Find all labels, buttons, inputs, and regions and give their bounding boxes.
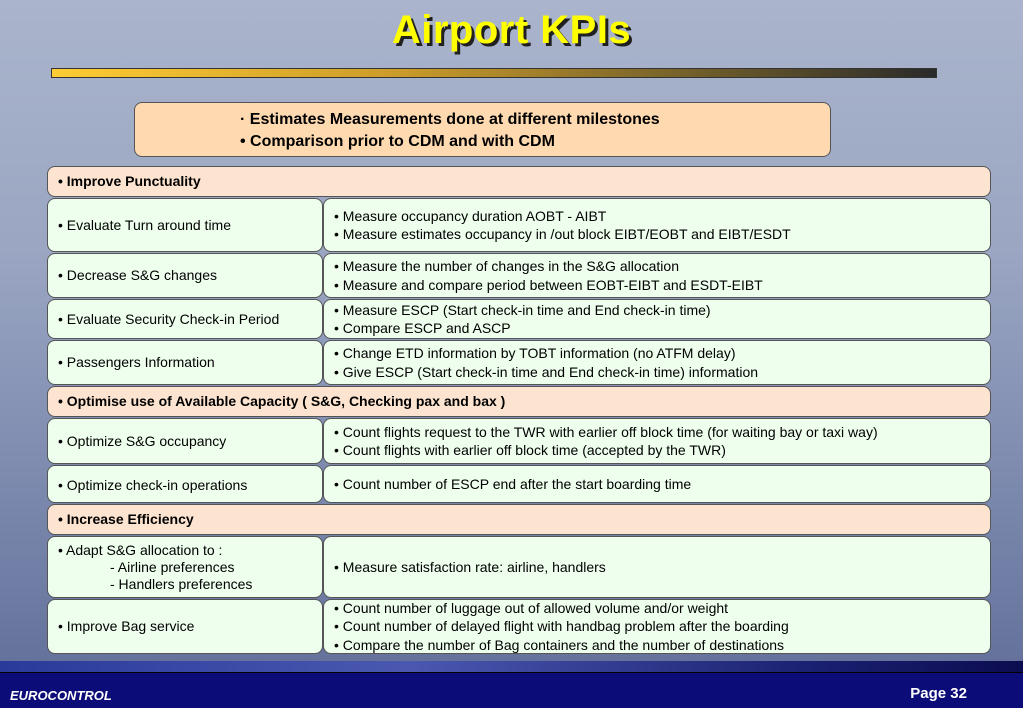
section-header-efficiency (47, 504, 991, 535)
section-header-punctuality (47, 166, 991, 197)
kpi-right-text: • Measure the number of changes in the S&G allocation (334, 258, 679, 274)
kpi-right-text: • Count number of delayed flight with handbag problem after the boarding (334, 618, 789, 635)
kpi-right-cell (323, 465, 991, 503)
kpi-right-text: • Count number of luggage out of allowed volume and/or weight (334, 599, 729, 616)
kpi-right-text: • Compare the number of Bag containers and the number of destinations (334, 636, 785, 653)
kpi-right-text: • Measure occupancy duration AOBT - AIBT (334, 207, 607, 224)
section-header-label: Optimise use of Available Capacity ( S&G, Checking pax and bax ) (66, 393, 506, 410)
kpi-left-cell (47, 299, 323, 339)
summary-box (134, 102, 831, 157)
footer-brand: EUROCONTROL (10, 688, 112, 703)
page-number: Page 32 (910, 685, 967, 702)
bullet: • (58, 511, 67, 528)
kpi-right-text: • Measure ESCP (Start check-in time and End check-in time) (334, 301, 711, 318)
kpi-right-text: • Count flights with earlier off block time (accepted by the TWR) (334, 442, 726, 458)
kpi-right-text: • Measure and compare period between EOBT-EIBT and ESDT-EIBT (334, 276, 763, 293)
section-header-label: Improve Punctuality (66, 173, 201, 190)
kpi-right-cell (323, 340, 991, 385)
kpi-right-cell (323, 418, 991, 464)
kpi-right-text: • Measure estimates occupancy in /out block EIBT/EOBT and EIBT/ESDT (334, 226, 791, 242)
kpi-left-text: • Optimize S&G occupancy (58, 432, 227, 449)
section-header-label: Increase Efficiency (66, 511, 194, 528)
kpi-right-cell (323, 536, 991, 598)
kpi-right-cell (323, 253, 991, 298)
summary-line-1: · Estimates Measurements done at different milestones (240, 111, 660, 128)
kpi-left-cell (47, 340, 323, 385)
kpi-right-text: • Count flights request to the TWR with earlier off block time (for waiting bay or taxi way) (334, 423, 878, 440)
kpi-right-text: • Change ETD information by TOBT information (no ATFM delay) (334, 345, 736, 361)
section-header-capacity (47, 386, 991, 417)
kpi-left-cell (47, 198, 323, 252)
kpi-left-cell (47, 253, 323, 298)
kpi-left-text: • Optimize check-in operations (58, 477, 248, 493)
kpi-right-text: • Compare ESCP and ASCP (334, 320, 511, 336)
summary-line-2: • Comparison prior to CDM and with CDM (240, 133, 555, 150)
kpi-right-cell (323, 299, 991, 339)
kpi-left-subtext: - Airline preferences (110, 558, 235, 575)
footer-stripe (0, 661, 1023, 673)
kpi-left-text: • Improve Bag service (58, 618, 195, 635)
kpi-right-text: • Count number of ESCP end after the start boarding time (334, 475, 692, 492)
title-underline-bar (51, 68, 937, 78)
kpi-left-text: • Adapt S&G allocation to : (58, 541, 223, 558)
kpi-right-text: • Measure satisfaction rate: airline, handlers (334, 558, 606, 575)
kpi-left-text: • Decrease S&G changes (58, 267, 217, 284)
kpi-left-cell (47, 536, 323, 598)
kpi-right-text: • Give ESCP (Start check-in time and End check-in time) information (334, 363, 759, 380)
bullet: • (58, 173, 67, 190)
kpi-left-cell (47, 465, 323, 503)
bullet: • (58, 393, 67, 410)
kpi-left-cell (47, 599, 323, 654)
kpi-left-text: • Evaluate Turn around time (58, 216, 231, 233)
kpi-right-cell (323, 198, 991, 252)
kpi-left-subtext: - Handlers preferences (110, 575, 253, 592)
kpi-right-cell (323, 599, 991, 654)
kpi-left-text: • Passengers Information (58, 354, 215, 371)
page-title: Airport KPIs (391, 8, 632, 52)
kpi-left-cell (47, 418, 323, 464)
kpi-left-text: • Evaluate Security Check-in Period (58, 310, 280, 327)
